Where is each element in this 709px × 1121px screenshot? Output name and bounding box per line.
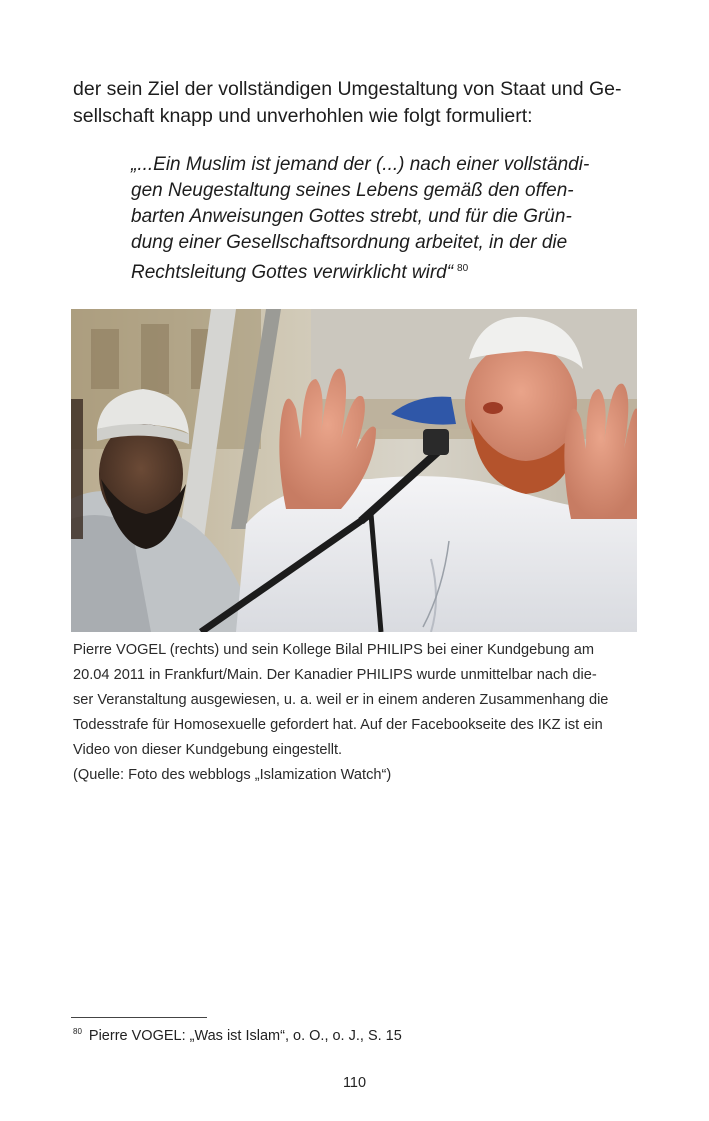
caption-line: Video von dieser Kundgebung eingestellt. (73, 742, 343, 758)
body-paragraph (73, 76, 639, 130)
quote-line: barten Anweisungen Gottes strebt, und für die Grün- (131, 206, 572, 227)
footnote-reference: 80 (457, 263, 469, 274)
quote-line-text: Rechtsleitung Gottes verwirklicht wird“ (131, 262, 454, 283)
caption-source-line: (Quelle: Foto des webblogs „Islamization Watch“) (73, 767, 392, 783)
footnote (73, 1022, 402, 1046)
quote-line: gen Neugestaltung seines Lebens gemäß den offen- (131, 180, 574, 201)
quote-line: dung einer Gesellschaftsordnung arbeitet, in der die (131, 232, 568, 253)
body-line: sellschaft knapp und unverhohlen wie folgt formuliert: (73, 105, 533, 127)
photo-caption (73, 638, 639, 788)
footnote-text: Pierre VOGEL: „Was ist Islam“, o. O., o. J., S. 15 (88, 1028, 402, 1044)
quote-line: „...Ein Muslim ist jemand der (...) nach einer vollständi- (131, 154, 590, 175)
quote-line-last (131, 256, 601, 286)
footnote-divider (71, 1017, 207, 1018)
block-quote (131, 152, 601, 286)
footnote-number: 80 (73, 1027, 82, 1036)
caption-line: Todesstrafe für Homosexuelle gefordert hat. Auf der Facebookseite des IKZ ist ein (73, 717, 603, 733)
rally-photo (71, 309, 637, 632)
body-line: der sein Ziel der vollständigen Umgestaltung von Staat und Ge- (73, 78, 622, 100)
caption-line: ser Veranstaltung ausgewiesen, u. a. weil er in einem anderen Zusammenhang die (73, 692, 609, 708)
caption-line: 20.04 2011 in Frankfurt/Main. Der Kanadier PHILIPS wurde unmittelbar nach die- (73, 667, 597, 683)
caption-line: Pierre VOGEL (rechts) und sein Kollege Bilal PHILIPS bei einer Kundgebung am (73, 642, 595, 658)
page-number: 110 (342, 1075, 367, 1091)
